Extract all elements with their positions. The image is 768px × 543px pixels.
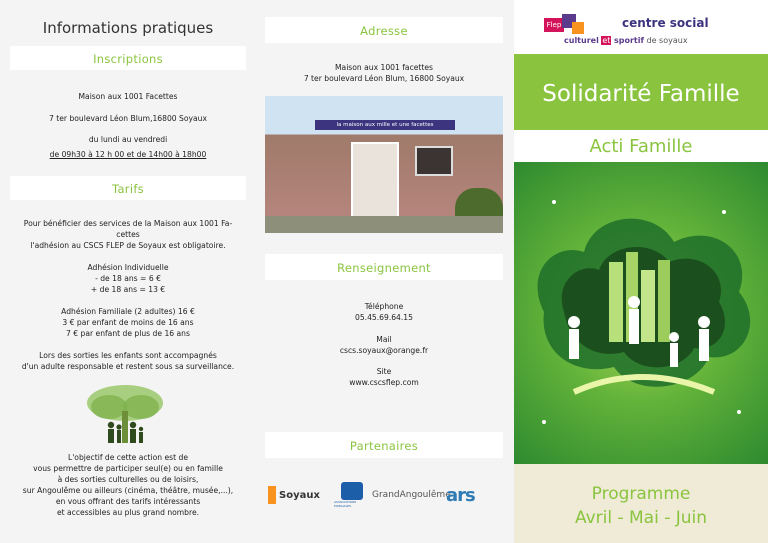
tarifs-intro-2: cettes [116,230,140,239]
inscriptions-hours: de 09h30 à 12 h 00 et de 14h00 à 18h00 [49,150,207,159]
building-ground [265,216,503,233]
tarifs-intro-1: Pour bénéficier des services de la Maison aux 1001 Fa- [23,219,233,228]
adresse-line-1: Maison aux 1001 facettes [334,63,433,72]
building-window [415,146,453,176]
adhesion-familiale-title: Adhésion Familiale (2 adultes) 16 € [61,307,195,316]
building-sign [315,120,455,130]
adresse-line-2: 7 ter boulevard Léon Blum, 16800 Soyaux [303,74,465,83]
adhesion-individuelle-adult: + de 18 ans = 13 € [90,285,166,294]
logo-de-soyaux: de soyaux [646,36,688,45]
sorties-note-1: Lors des sorties les enfants sont accompagnés [39,351,217,360]
mail-value: cscs.soyaux@orange.fr [339,346,429,355]
cscs-flep-logo [544,14,744,54]
partner-grandangouleme-label: GrandAngoulême [372,490,451,500]
partenaires-heading: Partenaires [349,439,419,453]
family-tree-icon [85,383,165,445]
inscriptions-days: du lundi au vendredi [88,135,168,144]
family-city-illustration [514,162,768,464]
building-door [351,142,399,224]
partner-associations-familiales-logo [334,480,370,510]
solidarite-famille-title: Solidarité Famille [542,81,740,107]
acti-famille-subtitle: Acti Famille [589,136,693,157]
partner-grandangouleme-logo [372,480,451,510]
tarifs-heading: Tarifs [112,182,144,196]
programme-months: Avril - Mai - Juin [574,508,708,528]
objectif-line-6: et accessibles au plus grand nombre. [56,508,200,517]
inscriptions-header [10,46,246,70]
inscriptions-name: Maison aux 1001 Facettes [78,92,178,101]
logo-culturel: culturel [564,36,599,45]
programme-label: Programme [591,484,691,504]
panel-informations [0,0,257,543]
tarifs-header [10,176,246,200]
objectif-line-3: à des sorties culturelles ou de loisirs, [57,475,199,484]
adresse-heading: Adresse [360,24,408,38]
city-family-art-icon [514,162,768,464]
telephone-value: 05.45.69.64.15 [355,313,413,322]
partenaires-header [265,432,503,458]
programme-title [514,482,768,530]
partner-associations-label: ASSOCIATIONS FAMILIALES [334,500,357,508]
site-value: www.cscsflep.com [349,378,419,387]
objectif-line-4: sur Angoulême ou ailleurs (cinéma, théâtre, musée,...), [22,486,234,495]
building-sign-text: la maison aux mille et une facettes [336,122,434,128]
logo-et: et [602,36,611,45]
partner-ars-logo [446,480,496,510]
logo-sportif: sportif [613,36,644,45]
logo-subline [564,36,688,45]
objectif-line-1: L'objectif de cette action est de [67,453,188,462]
panel-cover [514,0,768,543]
mail-label: Mail [376,335,392,344]
adhesion-individuelle-minor: - de 18 ans = 6 € [95,274,161,283]
partner-soyaux-logo [268,480,328,510]
partner-soyaux-label: Soyaux [279,489,320,501]
site-label: Site [376,367,392,376]
objectif-line-5: en vous offrant des tarifs intéressants [55,497,201,506]
adresse-header [265,17,503,43]
partner-ars-label: ars [446,484,475,506]
inscriptions-address: 7 ter boulevard Léon Blum,16800 Soyaux [49,114,207,123]
logo-flep-label: Flep [544,18,564,32]
logo-centre-social: centre social [622,16,709,30]
tarifs-intro-3: l'adhésion au CSCS FLEP de Soyaux est obligatoire. [30,241,226,250]
inscriptions-heading: Inscriptions [93,52,163,66]
page-title: Informations pratiques [10,12,246,44]
building-photo [265,96,503,233]
adhesion-individuelle-title: Adhésion Individuelle [87,263,169,272]
objectif-line-2: vous permettre de participer seul(e) ou en famille [33,464,223,473]
renseignement-heading: Renseignement [337,261,431,275]
sorties-note-2: d'un adulte responsable et restent sous sa surveillance. [21,362,235,371]
logo-square-orange-icon [572,22,584,34]
soyaux-mark-icon [268,486,276,504]
telephone-label: Téléphone [364,302,404,311]
associations-familiales-icon [341,482,363,500]
adhesion-familiale-over16: 7 € par enfant de plus de 16 ans [66,329,190,338]
adhesion-familiale-under16: 3 € par enfant de moins de 16 ans [62,318,194,327]
renseignement-header [265,254,503,280]
